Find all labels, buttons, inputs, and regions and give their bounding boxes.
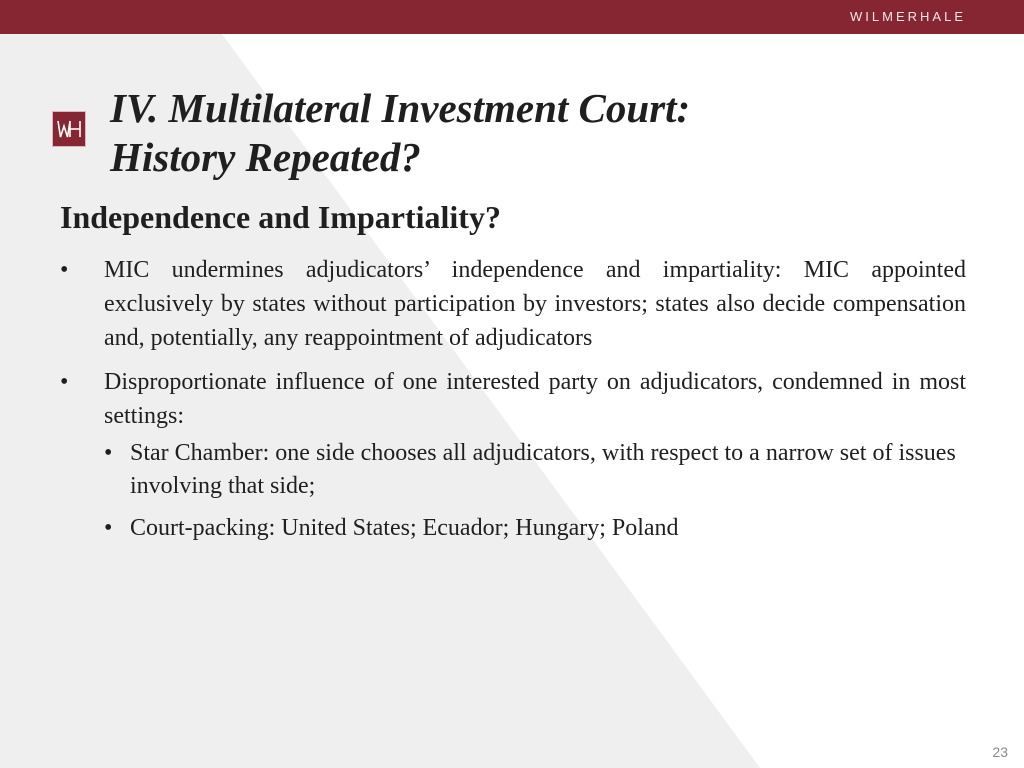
sub-bullet-item <box>104 437 966 503</box>
bullet-marker: • <box>60 369 69 395</box>
brand-name: WILMERHALE <box>850 9 966 24</box>
sub-bullet-marker: • <box>104 515 113 541</box>
section-heading: Independence and Impartiality? <box>60 199 501 235</box>
sub-bullet-list <box>104 437 966 545</box>
sub-bullet-text: Star Chamber: one side chooses all adjudicators, with respect to a narrow set of issues involving that side; <box>130 440 956 499</box>
bullet-text: MIC undermines adjudicators’ independence and impartiality: MIC appointed exclusively by states without participation by investors; states also decide compensation and, potentially, any reappointment of adjudicators <box>104 257 966 351</box>
bullet-list <box>60 253 966 555</box>
bullet-marker: • <box>60 257 69 283</box>
wilmerhale-logo-icon <box>52 111 86 147</box>
slide-title-line-2: History Repeated? <box>110 134 421 180</box>
bullet-text: Disproportionate influence of one interested party on adjudicators, condemned in most settings: <box>104 369 966 429</box>
slide-title-line-1: IV. Multilateral Investment Court: <box>110 85 691 131</box>
bullet-item <box>60 253 966 355</box>
sub-bullet-item <box>104 512 966 545</box>
sub-bullet-marker: • <box>104 440 113 466</box>
slide-title <box>110 84 970 182</box>
sub-bullet-text: Court-packing: United States; Ecuador; Hungary; Poland <box>130 515 679 541</box>
wh-monogram-icon <box>53 112 85 146</box>
page-number: 23 <box>992 744 1008 760</box>
top-brand-bar <box>0 0 1024 34</box>
bullet-item <box>60 365 966 545</box>
